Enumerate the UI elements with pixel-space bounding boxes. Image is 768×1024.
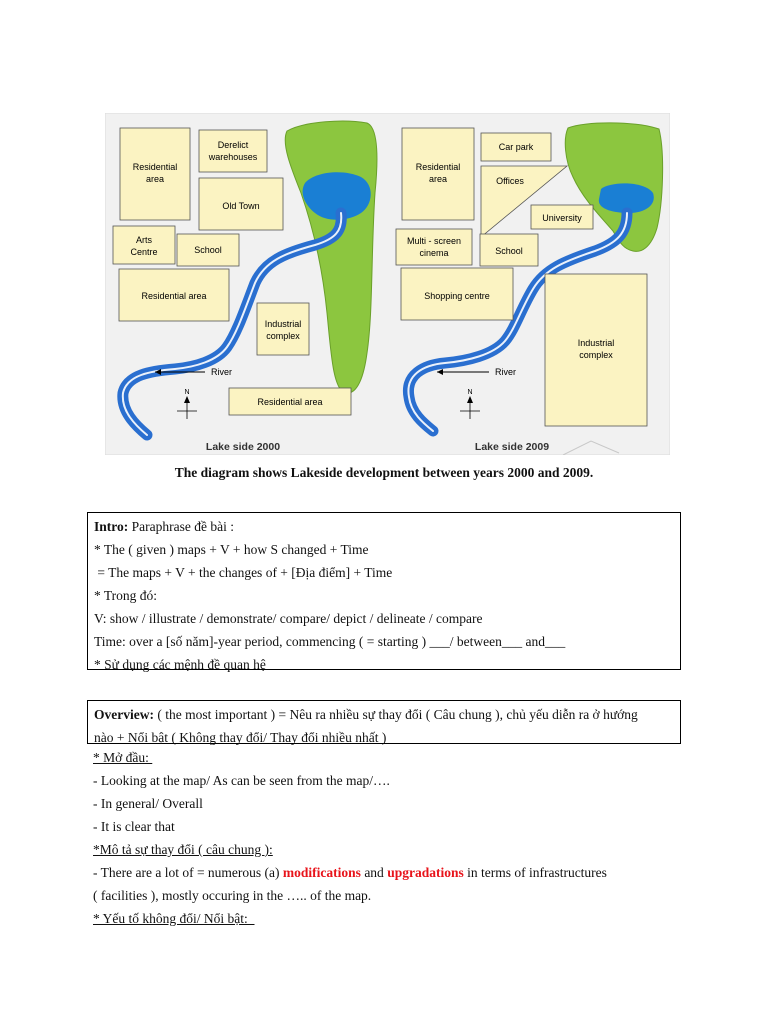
intro-line: = The maps + V + the changes of + [Địa điểm] + Time: [94, 565, 393, 580]
overview-line-2: nào + Nổi bật ( Không thay đổi/ Thay đổi nhiều nhất ): [94, 730, 387, 745]
svg-text:Old Town: Old Town: [222, 201, 260, 211]
intro-label: Intro:: [94, 519, 129, 534]
intro-line: Time: over a [số năm]-year period, commencing ( = starting ) ___/ between___ and___: [94, 634, 566, 649]
intro-box: [87, 512, 681, 670]
lakeside-maps-figure: [105, 113, 670, 455]
body-sentence-cont: ( facilities ), mostly occuring in the ….. of the map.: [93, 888, 372, 903]
map-title-2000: Lake side 2000: [205, 441, 281, 453]
svg-text:Car park: Car park: [498, 142, 534, 152]
svg-text:warehouses: warehouses: [208, 152, 258, 162]
svg-text:complex: complex: [266, 331, 300, 341]
svg-text:Multi - screen: Multi - screen: [406, 236, 462, 246]
industrial-complex-2000: [257, 303, 309, 355]
svg-text:complex: complex: [579, 350, 613, 360]
yeu-to-heading: * Yếu tố không đổi/ Nổi bật:: [93, 911, 255, 926]
svg-text:School: School: [194, 245, 222, 255]
mo-dau-heading: * Mở đầu:: [93, 750, 153, 765]
multi-screen-cinema: [396, 229, 472, 265]
svg-text:Derelict: Derelict: [217, 140, 249, 150]
svg-text:Residential area: Residential area: [141, 291, 207, 301]
svg-text:Residential: Residential: [415, 162, 461, 172]
svg-text:Offices: Offices: [496, 176, 524, 186]
intro-line: * Sử dụng các mệnh đề quan hệ: [94, 657, 266, 672]
north-label-2009: N: [467, 389, 473, 396]
derelict-warehouses: [199, 130, 267, 172]
arts-centre: [113, 226, 175, 264]
body-sentence: - There are a lot of = numerous (a) modifications and upgradations in terms of infrastructures: [93, 865, 607, 880]
overview-line-1: Overview: ( the most important ) = Nêu ra nhiều sự thay đổi ( Câu chung ), chủ yếu diễn ra ở hướng: [94, 707, 638, 722]
highlight-upgradations: upgradations: [387, 865, 464, 880]
svg-text:Residential area: Residential area: [257, 397, 323, 407]
body-item: - Looking at the map/ As can be seen from the map/….: [93, 773, 390, 788]
river-label-2009: River: [495, 367, 517, 377]
mo-ta-heading: *Mô tả sự thay đổi ( câu chung ):: [93, 842, 273, 857]
residential-area-label-2000: Residential: [132, 162, 178, 172]
figure-caption: The diagram shows Lakeside development between years 2000 and 2009.: [174, 465, 594, 480]
overview-label: Overview:: [94, 707, 154, 722]
intro-line: * The ( given ) maps + V + how S changed + Time: [94, 542, 369, 557]
north-label-2000: N: [184, 389, 190, 396]
highlight-modifications: modifications: [282, 865, 361, 880]
svg-text:Industrial: Industrial: [264, 319, 302, 329]
map-title-2009: Lake side 2009: [474, 441, 550, 453]
intro-line: V: show / illustrate / demonstrate/ compare/ depict / delineate / compare: [94, 611, 483, 626]
svg-text:Shopping centre: Shopping centre: [424, 291, 490, 301]
overview-box: [87, 700, 681, 744]
intro-line: * Trong đó:: [94, 588, 158, 603]
intro-heading: Intro: Paraphrase đề bài :: [94, 519, 234, 534]
svg-text:cinema: cinema: [419, 248, 449, 258]
svg-text:area: area: [145, 174, 165, 184]
body-item: - It is clear that: [93, 819, 175, 834]
river-label-2000: River: [211, 367, 233, 377]
svg-text:Centre: Centre: [130, 247, 158, 257]
svg-text:Industrial: Industrial: [577, 338, 615, 348]
overview-body: [93, 746, 607, 930]
svg-text:School: School: [495, 246, 523, 256]
body-item: - In general/ Overall: [93, 796, 203, 811]
svg-text:University: University: [542, 213, 582, 223]
svg-text:area: area: [428, 174, 448, 184]
svg-text:Arts: Arts: [135, 235, 153, 245]
